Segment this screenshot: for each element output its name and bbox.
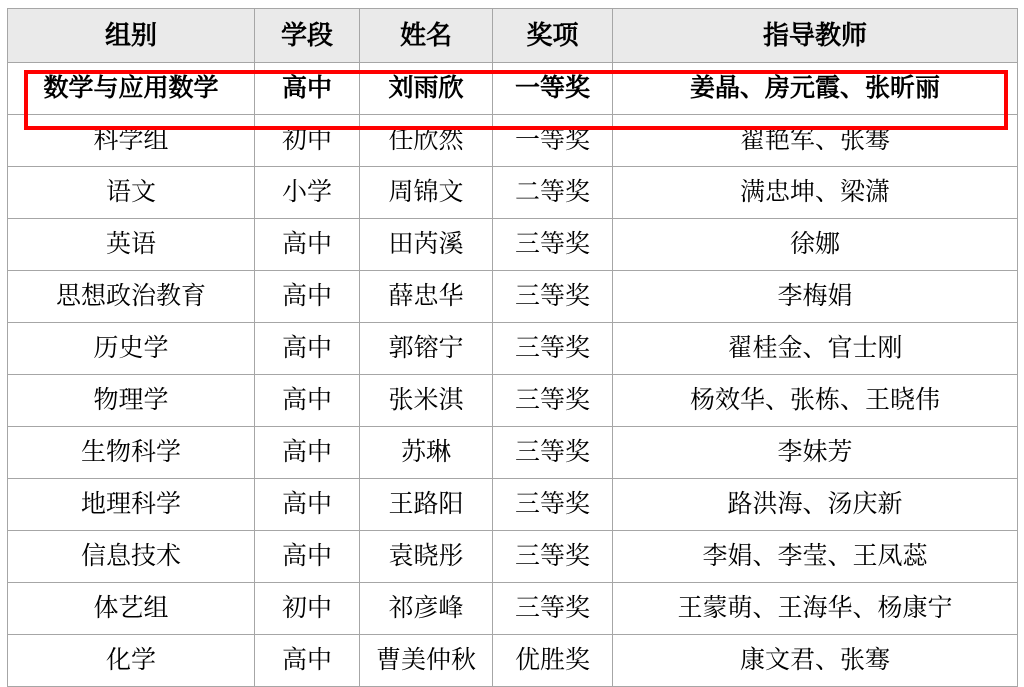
cell-name: 张米淇	[360, 375, 493, 427]
table-row	[8, 115, 1018, 167]
cell-stage: 高中	[255, 479, 360, 531]
cell-award: 三等奖	[493, 427, 613, 479]
cell-award: 三等奖	[493, 531, 613, 583]
cell-teachers: 徐娜	[613, 219, 1018, 271]
cell-stage: 高中	[255, 531, 360, 583]
cell-group: 物理学	[8, 375, 255, 427]
cell-name: 苏琳	[360, 427, 493, 479]
cell-group: 数学与应用数学	[8, 63, 255, 115]
cell-group: 语文	[8, 167, 255, 219]
cell-award: 一等奖	[493, 63, 613, 115]
award-table	[7, 8, 1018, 687]
cell-teachers: 李娟、李莹、王凤蕊	[613, 531, 1018, 583]
table-header	[8, 9, 1018, 63]
cell-stage: 初中	[255, 583, 360, 635]
cell-teachers: 王蒙萌、王海华、杨康宁	[613, 583, 1018, 635]
cell-name: 祁彦峰	[360, 583, 493, 635]
table-row	[8, 635, 1018, 687]
table-row	[8, 167, 1018, 219]
cell-teachers: 路洪海、汤庆新	[613, 479, 1018, 531]
award-table-sheet	[0, 8, 1024, 686]
cell-name: 周锦文	[360, 167, 493, 219]
cell-stage: 高中	[255, 635, 360, 687]
table-row	[8, 271, 1018, 323]
cell-stage: 高中	[255, 63, 360, 115]
cell-award: 二等奖	[493, 167, 613, 219]
cell-name: 郭镕宁	[360, 323, 493, 375]
cell-stage: 初中	[255, 115, 360, 167]
cell-teachers: 姜晶、房元霞、张昕丽	[613, 63, 1018, 115]
cell-teachers: 翟桂金、官士刚	[613, 323, 1018, 375]
cell-name: 袁晓彤	[360, 531, 493, 583]
table-row	[8, 531, 1018, 583]
cell-stage: 高中	[255, 375, 360, 427]
cell-group: 信息技术	[8, 531, 255, 583]
cell-award: 三等奖	[493, 219, 613, 271]
column-header-teachers: 指导教师	[613, 9, 1018, 63]
cell-group: 科学组	[8, 115, 255, 167]
column-header-stage: 学段	[255, 9, 360, 63]
cell-teachers: 李妹芳	[613, 427, 1018, 479]
cell-name: 王路阳	[360, 479, 493, 531]
cell-award: 三等奖	[493, 479, 613, 531]
column-header-group: 组别	[8, 9, 255, 63]
cell-name: 薛忠华	[360, 271, 493, 323]
cell-award: 优胜奖	[493, 635, 613, 687]
cell-group: 化学	[8, 635, 255, 687]
cell-stage: 高中	[255, 271, 360, 323]
cell-teachers: 满忠坤、梁潇	[613, 167, 1018, 219]
table-row	[8, 219, 1018, 271]
cell-award: 三等奖	[493, 375, 613, 427]
cell-award: 三等奖	[493, 271, 613, 323]
table-row	[8, 323, 1018, 375]
cell-name: 任欣然	[360, 115, 493, 167]
table-row	[8, 583, 1018, 635]
table-row	[8, 427, 1018, 479]
cell-teachers: 杨效华、张栋、王晓伟	[613, 375, 1018, 427]
cell-name: 曹美仲秋	[360, 635, 493, 687]
cell-award: 三等奖	[493, 583, 613, 635]
cell-group: 地理科学	[8, 479, 255, 531]
table-row	[8, 375, 1018, 427]
cell-group: 生物科学	[8, 427, 255, 479]
cell-name: 刘雨欣	[360, 63, 493, 115]
cell-group: 体艺组	[8, 583, 255, 635]
cell-teachers: 康文君、张骞	[613, 635, 1018, 687]
cell-teachers: 翟艳军、张骞	[613, 115, 1018, 167]
cell-group: 历史学	[8, 323, 255, 375]
column-header-name: 姓名	[360, 9, 493, 63]
table-row	[8, 479, 1018, 531]
cell-name: 田芮溪	[360, 219, 493, 271]
cell-stage: 小学	[255, 167, 360, 219]
cell-stage: 高中	[255, 219, 360, 271]
cell-stage: 高中	[255, 323, 360, 375]
table-header-row	[8, 9, 1018, 63]
cell-stage: 高中	[255, 427, 360, 479]
cell-teachers: 李梅娟	[613, 271, 1018, 323]
cell-award: 三等奖	[493, 323, 613, 375]
table-row	[8, 63, 1018, 115]
column-header-award: 奖项	[493, 9, 613, 63]
cell-award: 一等奖	[493, 115, 613, 167]
cell-group: 思想政治教育	[8, 271, 255, 323]
cell-group: 英语	[8, 219, 255, 271]
table-body	[8, 63, 1018, 687]
